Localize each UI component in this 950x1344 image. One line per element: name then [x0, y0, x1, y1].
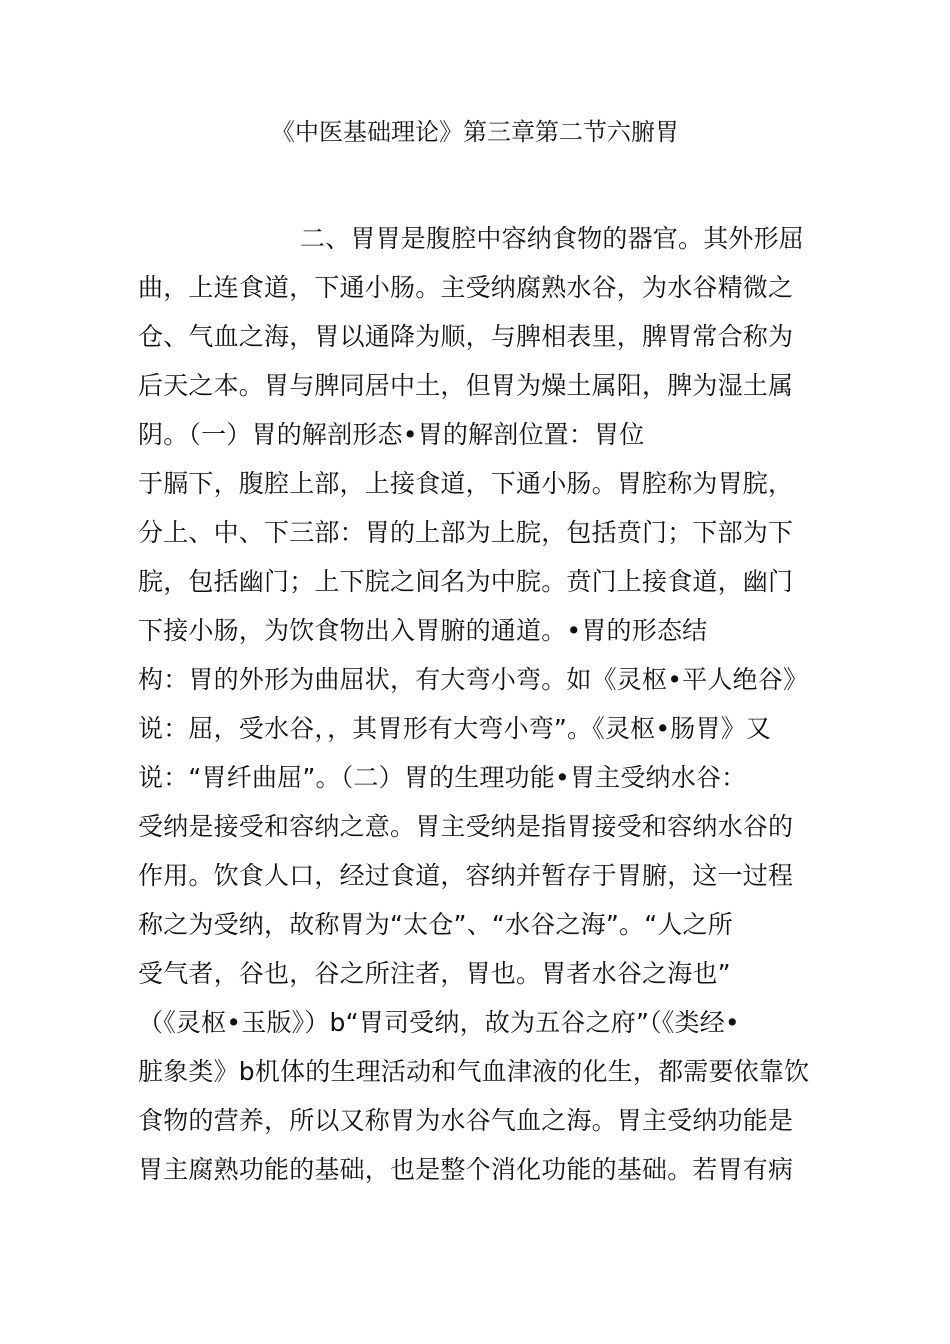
document-title: 《中医基础理论》第三章第二节六腑胃 [271, 118, 679, 146]
text-line: 胃主腐熟功能的基础，也是整个消化功能的基础。若胃有病 [138, 1155, 794, 1184]
text-line: 作用。饮食人口，经过食道，容纳并暂存于胃腑，这一过程 [138, 861, 794, 890]
text-line: 说：“胃纤曲屈”。（二）胃的生理功能•胃主受纳水谷： [138, 763, 747, 792]
document-body [138, 214, 838, 1194]
text-line: 下接小肠，为饮食物出入胃腑的通道。•胃的形态结 [138, 616, 708, 645]
text-line: 说：屈，受水谷，，其胃形有大弯小弯”。《灵枢•肠胃》又 [138, 714, 772, 743]
text-line: 后天之本。胃与脾同居中土，但胃为燥土属阳，脾为湿土属 [138, 371, 794, 400]
text-line: 受气者，谷也，谷之所注者，胃也。胃者水谷之海也” [138, 959, 731, 988]
text-line: 脘，包括幽门；上下脘之间名为中脘。贲门上接食道，幽门 [138, 567, 794, 596]
text-line: 食物的营养，所以又称胃为水谷气血之海。胃主受纳功能是 [138, 1106, 794, 1135]
text-line: 曲，上连食道，下通小肠。主受纳腐熟水谷，为水谷精微之 [138, 273, 794, 302]
text-line: 构：胃的外形为曲屈状，有大弯小弯。如《灵枢•平人绝谷》 [138, 665, 809, 694]
text-line: 仓、气血之海，胃以通降为顺，与脾相表里，脾胃常合称为 [138, 322, 794, 351]
text-line: 受纳是接受和容纳之意。胃主受纳是指胃接受和容纳水谷的 [138, 812, 794, 841]
text-line: 阴。（一）胃的解剖形态•胃的解剖位置：胃位 [138, 420, 645, 449]
text-line: 于膈下，腹腔上部，上接食道，下通小肠。胃腔称为胃脘， [138, 469, 794, 498]
text-line: 脏象类》b机体的生理活动和气血津液的化生，都需要依靠饮 [138, 1057, 810, 1086]
text-line: （《灵枢•玉版》）b“胃司受纳，故为五谷之府”（《类经• [138, 1008, 740, 1037]
text-line: 分上、中、下三部：胃的上部为上脘，包括贲门；下部为下 [138, 518, 794, 547]
text-line: 称之为受纳，故称胃为“太仓”、“水谷之海”。“人之所 [138, 910, 733, 939]
text-line: 二、胃胃是腹腔中容纳食物的器官。其外形屈 [300, 224, 805, 253]
